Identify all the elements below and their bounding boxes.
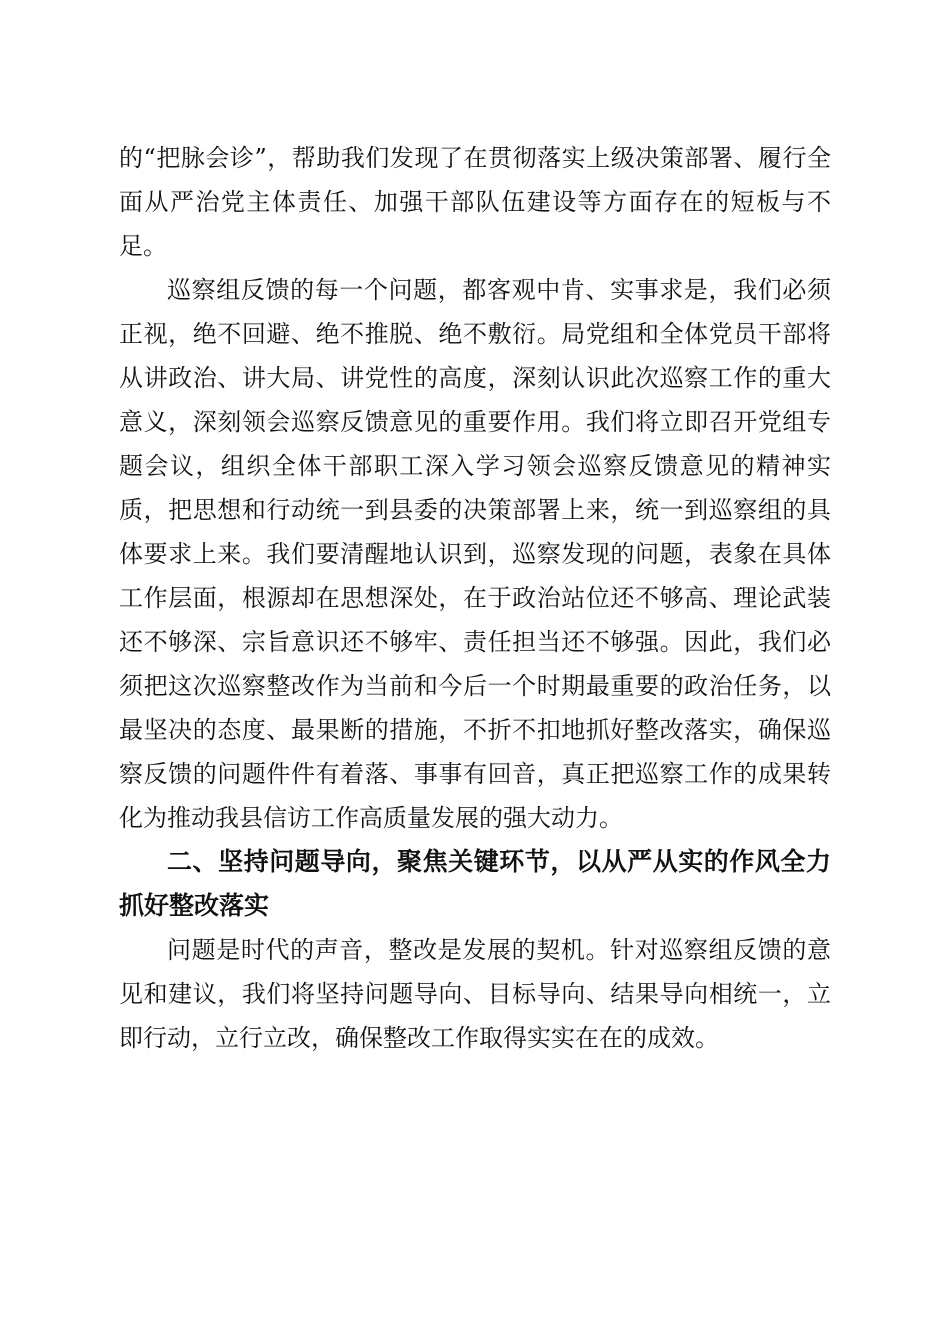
section-heading: 二、坚持问题导向，聚焦关键环节，以从严从实的作风全力抓好整改落实 xyxy=(119,847,831,920)
paragraph-section-intro: 问题是时代的声音，整改是发展的契机。针对巡察组反馈的意见和建议，我们将坚持问题导向、目标导向、结果导向相统一，立即行动，立行立改，确保整改工作取得实实在在的成效。 xyxy=(119,936,831,1052)
paragraph-continuation: 的“把脉会诊”，帮助我们发现了在贯彻落实上级决策部署、履行全面从严治党主体责任、加强干部队伍建设等方面存在的短板与不足。 xyxy=(119,144,831,260)
paragraph-feedback-response: 巡察组反馈的每一个问题，都客观中肯、实事求是，我们必须正视，绝不回避、绝不推脱、绝不敷衍。局党组和全体党员干部将从讲政治、讲大局、讲党性的高度，深刻认识此次巡察工作的重大意义，深刻领会巡察反馈意见的重要作用。我们将立即召开党组专题会议，组织全体干部职工深入学习领会巡察反馈意见的精神实质，把思想和行动统一到县委的决策部署上来，统一到巡察组的具体要求上来。我们要清醒地认识到，巡察发现的问题，表象在具体工作层面，根源却在思想深处，在于政治站位还不够高、理论武装还不够深、宗旨意识还不够牢、责任担当还不够强。因此，我们必须把这次巡察整改作为当前和今后一个时期最重要的政治任务，以最坚决的态度、最果断的措施，不折不扣地抓好整改落实，确保巡察反馈的问题件件有着落、事事有回音，真正把巡察工作的成果转化为推动我县信访工作高质量发展的强大动力。 xyxy=(119,276,831,832)
document-body xyxy=(119,136,831,1060)
